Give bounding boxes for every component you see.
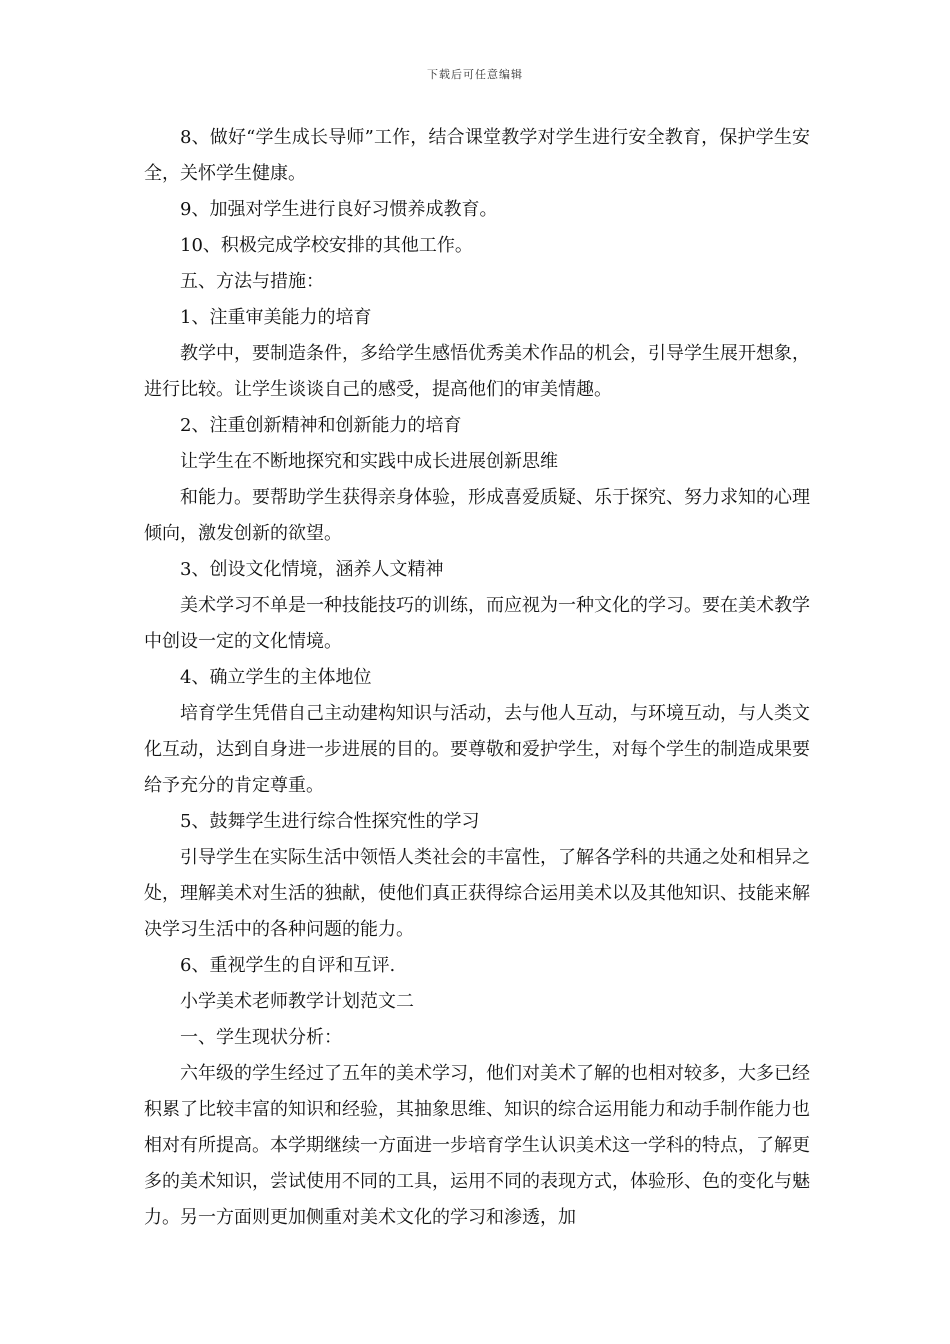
page-header: 下载后可任意编辑 [427, 68, 523, 81]
section-heading-student-status: 一、学生现状分析： [180, 1027, 342, 1048]
section-heading-methods: 五、方法与措施： [180, 271, 324, 292]
subheading-subject: 4、确立学生的主体地位 [180, 667, 372, 688]
subheading-innovation: 2、注重创新精神和创新能力的培育 [180, 415, 462, 436]
paragraph-aesthetic: 教学中，要制造条件，多给学生感悟优秀美术作品的机会，引导学生展开想象，进行比较。让学生谈谈自己的感受，提高他们的审美情趣。 [144, 343, 810, 400]
subheading-evaluation: 6、重视学生的自评和互评. [180, 955, 396, 976]
paragraph-culture: 美术学习不单是一种技能技巧的训练，而应视为一种文化的学习。要在美术教学中创设一定的文化情境。 [144, 595, 810, 652]
document-body [144, 120, 810, 1236]
subheading-aesthetic: 1、注重审美能力的培育 [180, 307, 372, 328]
subheading-comprehensive: 5、鼓舞学生进行综合性探究性的学习 [180, 811, 480, 832]
paragraph-innovation-line1: 让学生在不断地探究和实践中成长进展创新思维 [180, 451, 558, 472]
paragraph-item-8: 8、做好“学生成长导师”工作，结合课堂教学对学生进行安全教育，保护学生安全，关怀学生健康。 [144, 127, 810, 184]
paragraph-item-10: 10、积极完成学校安排的其他工作。 [180, 235, 473, 256]
paragraph-subject: 培育学生凭借自己主动建构知识与活动，去与他人互动，与环境互动，与人类文化互动，达到自身进一步进展的目的。要尊敬和爱护学生，对每个学生的制造成果要给予充分的肯定尊重。 [144, 703, 810, 796]
paragraph-comprehensive: 引导学生在实际生活中领悟人类社会的丰富性，了解各学科的共通之处和相异之处，理解美术对生活的独献，使他们真正获得综合运用美术以及其他知识、技能来解决学习生活中的各种问题的能力。 [144, 847, 810, 940]
paragraph-item-9: 9、加强对学生进行良好习惯养成教育。 [180, 199, 498, 220]
paragraph-student-status: 六年级的学生经过了五年的美术学习，他们对美术了解的也相对较多，大多已经积累了比较丰富的知识和经验，其抽象思维、知识的综合运用能力和动手制作能力也相对有所提高。本学期继续一方面进一步培育学生认识美术这一学科的特点，了解更多的美术知识，尝试使用不同的工具，运用不同的表现方式，体验形、色的变化与魅力。另一方面则更加侧重对美术文化的学习和渗透，加 [144, 1063, 810, 1228]
paragraph-innovation-line2: 和能力。要帮助学生获得亲身体验，形成喜爱质疑、乐于探究、努力求知的心理倾向，激发创新的欲望。 [144, 487, 810, 544]
section-title-example-two: 小学美术老师教学计划范文二 [180, 991, 414, 1012]
subheading-culture: 3、创设文化情境，涵养人文精神 [180, 559, 444, 580]
